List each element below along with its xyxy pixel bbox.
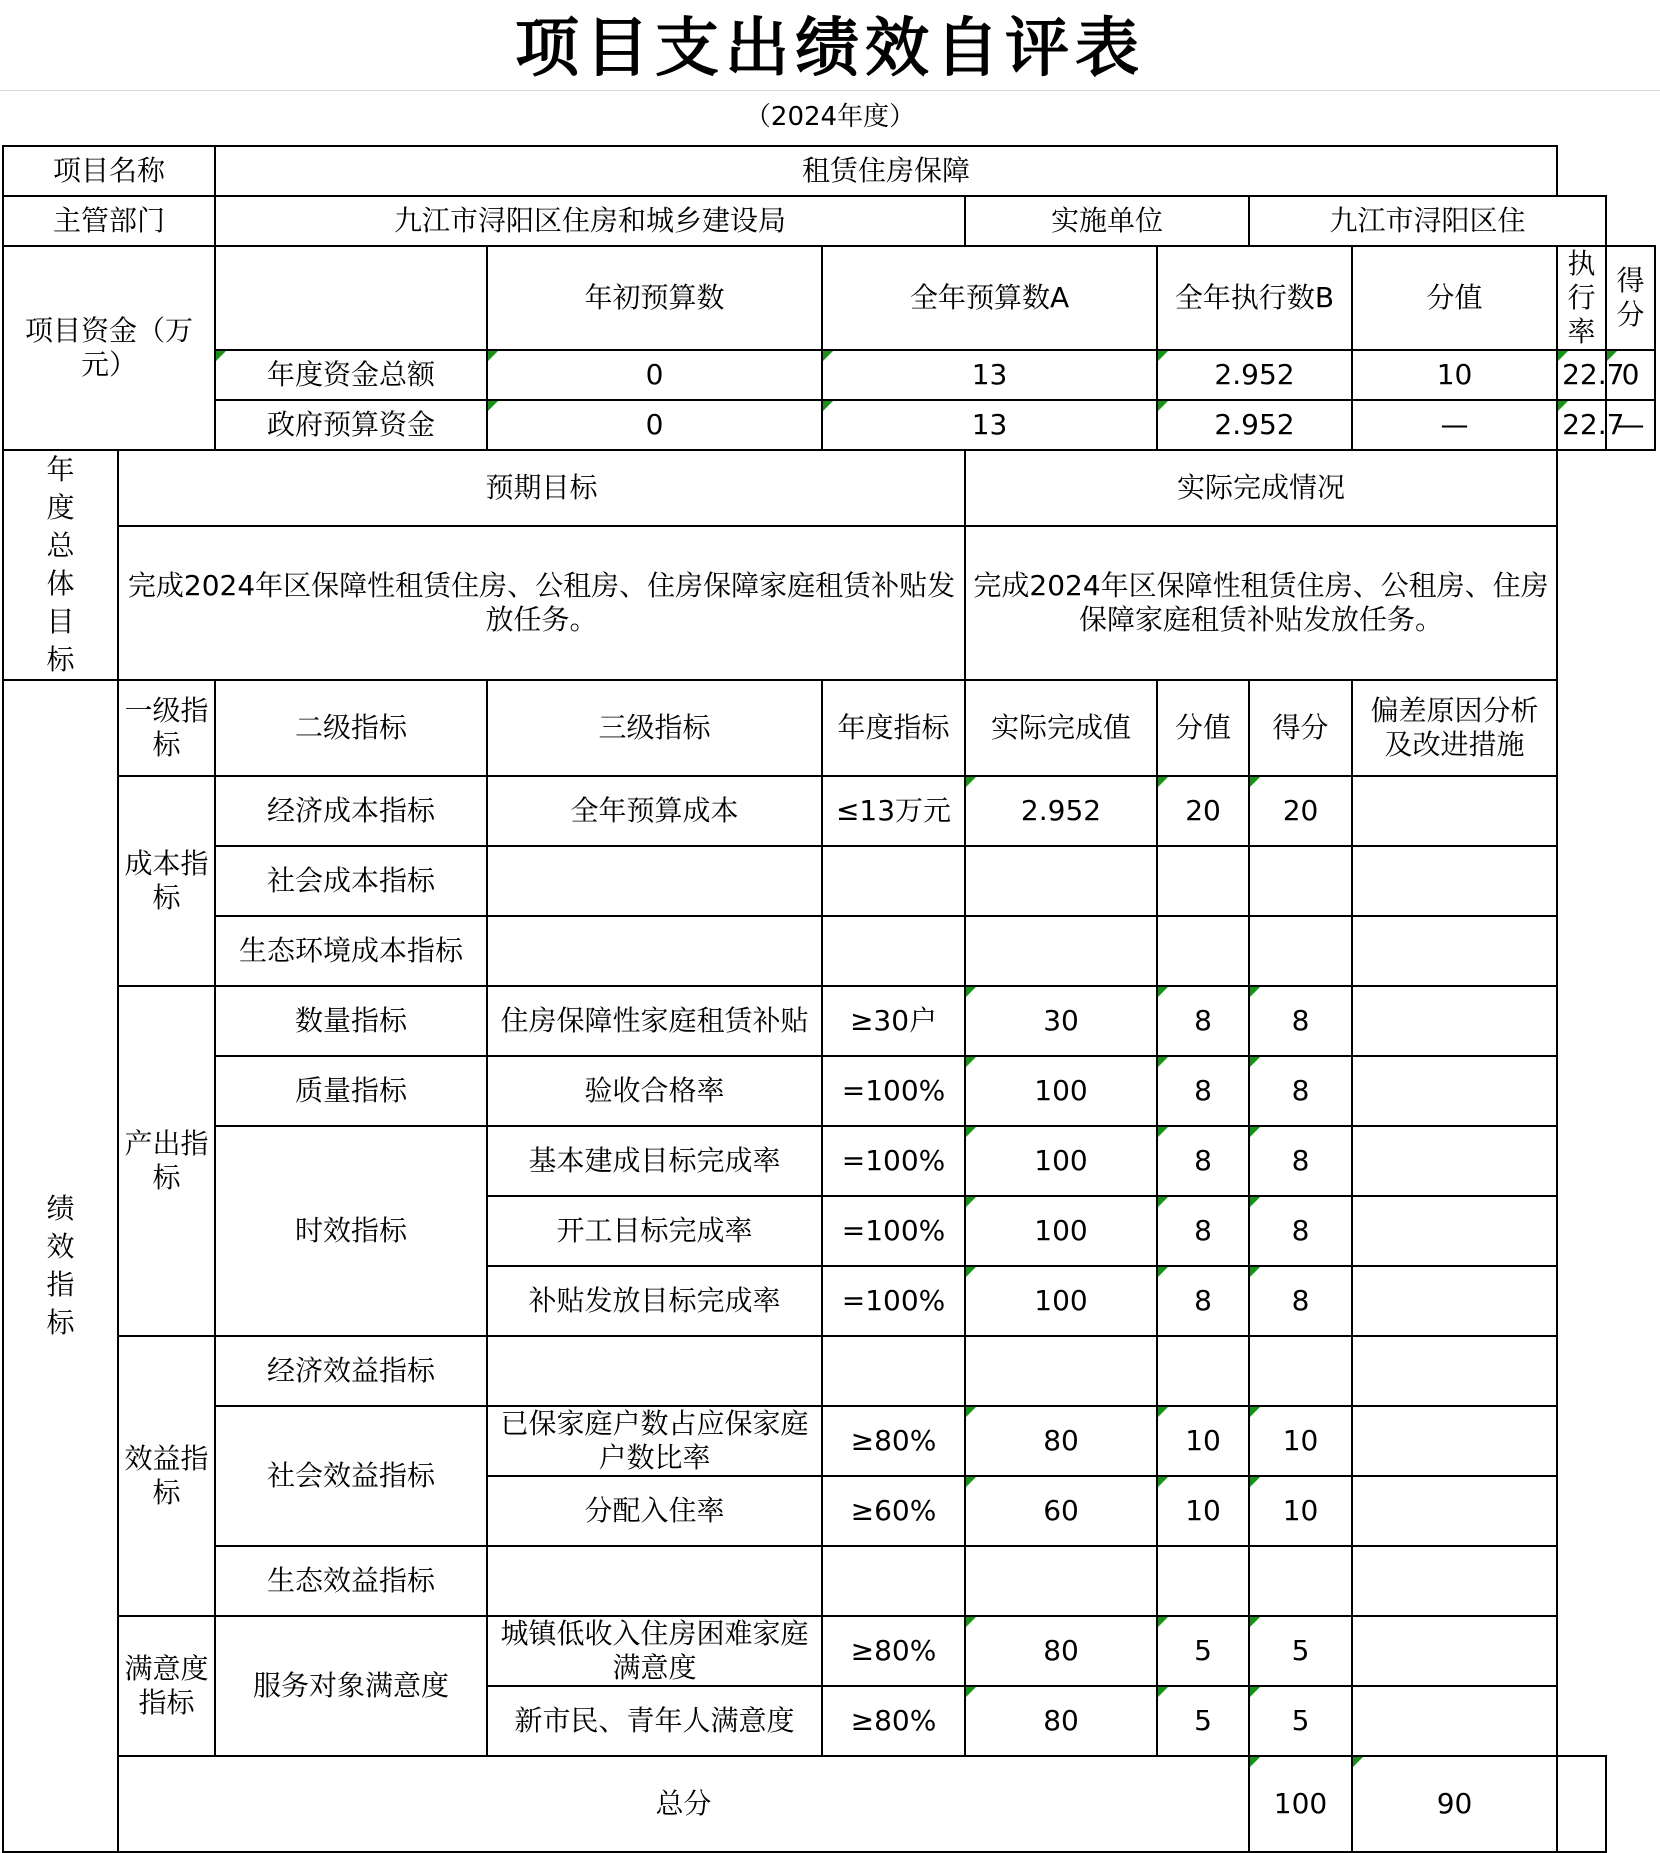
annual-target: ≥30户 [822, 986, 965, 1056]
deviation-note [1352, 1406, 1557, 1476]
score-value [1157, 846, 1249, 916]
grid-line [0, 90, 1660, 91]
page-title: 项目支出绩效自评表 [515, 11, 1145, 86]
score-value: 5 [1157, 1616, 1249, 1686]
project-name: 租赁住房保障 [215, 146, 1557, 196]
funds-rate: 22.7 [1557, 350, 1606, 400]
sub-indicator: 数量指标 [215, 986, 487, 1056]
score: 8 [1249, 1196, 1352, 1266]
sub-indicator: 生态环境成本指标 [215, 916, 487, 986]
deviation-note [1352, 1616, 1557, 1686]
score: 10 [1249, 1406, 1352, 1476]
annual-target: =100% [822, 1266, 965, 1336]
score-value: 8 [1157, 1056, 1249, 1126]
header-level2: 二级指标 [215, 680, 487, 776]
sub-indicator: 时效指标 [215, 1126, 487, 1336]
item-indicator: 补贴发放目标完成率 [487, 1266, 822, 1336]
funds-header-executed: 全年执行数B [1157, 246, 1352, 350]
score-value [1157, 1546, 1249, 1616]
sub-indicator: 经济效益指标 [215, 1336, 487, 1406]
deviation-note [1352, 986, 1557, 1056]
funds-budget: 13 [822, 400, 1157, 450]
score-value: 8 [1157, 1266, 1249, 1336]
funds-header-budget: 全年预算数A [822, 246, 1157, 350]
deviation-note [1352, 1266, 1557, 1336]
item-indicator [487, 1546, 822, 1616]
item-indicator: 住房保障性家庭租赁补贴 [487, 986, 822, 1056]
actual-value: 100 [965, 1196, 1157, 1266]
funds-header-initial: 年初预算数 [487, 246, 822, 350]
funds-row-name: 年度资金总额 [215, 350, 487, 400]
actual-value: 80 [965, 1616, 1157, 1686]
funds-initial: 0 [487, 400, 822, 450]
score-value: 5 [1157, 1686, 1249, 1756]
score [1249, 1336, 1352, 1406]
expected-goal-text: 完成2024年区保障性租赁住房、公租房、住房保障家庭租赁补贴发放任务。 [118, 526, 965, 680]
annual-target: =100% [822, 1056, 965, 1126]
score-value: 8 [1157, 1126, 1249, 1196]
category-benefit: 效益指标 [118, 1336, 215, 1616]
score-value: 10 [1157, 1476, 1249, 1546]
deviation-note [1352, 1476, 1557, 1546]
deviation-note [1352, 1546, 1557, 1616]
header-score: 得分 [1249, 680, 1352, 776]
actual-value: 30 [965, 986, 1157, 1056]
funds-score: — [1606, 400, 1655, 450]
annual-target: =100% [822, 1196, 965, 1266]
item-indicator: 基本建成目标完成率 [487, 1126, 822, 1196]
header-deviation-analysis: 偏差原因分析及改进措施 [1352, 680, 1557, 776]
sub-indicator: 质量指标 [215, 1056, 487, 1126]
actual-goal-text: 完成2024年区保障性租赁住房、公租房、住房保障家庭租赁补贴发放任务。 [965, 526, 1557, 680]
indicators-label: 绩效指标 [3, 680, 118, 1852]
actual-value: 60 [965, 1476, 1157, 1546]
header-actual-value: 实际完成值 [965, 680, 1157, 776]
funds-rate: 22.7 [1557, 400, 1606, 450]
funds-header-blank [215, 246, 487, 350]
actual-value: 100 [965, 1126, 1157, 1196]
item-indicator [487, 1336, 822, 1406]
actual-goal-label: 实际完成情况 [965, 450, 1557, 526]
item-indicator: 开工目标完成率 [487, 1196, 822, 1266]
item-indicator: 城镇低收入住房困难家庭满意度 [487, 1616, 822, 1686]
category-cost: 成本指标 [118, 776, 215, 986]
score-value: 20 [1157, 776, 1249, 846]
actual-value [965, 1336, 1157, 1406]
score: 5 [1249, 1616, 1352, 1686]
funds-budget: 13 [822, 350, 1157, 400]
score-value [1157, 916, 1249, 986]
actual-value [965, 1546, 1157, 1616]
item-indicator: 全年预算成本 [487, 776, 822, 846]
expected-goal-label: 预期目标 [118, 450, 965, 526]
sub-indicator: 社会效益指标 [215, 1406, 487, 1546]
dept-label: 主管部门 [3, 196, 215, 246]
score-value: 10 [1157, 1406, 1249, 1476]
category-output: 产出指标 [118, 986, 215, 1336]
annual-target: =100% [822, 1126, 965, 1196]
funds-score: 0 [1606, 350, 1655, 400]
funds-initial: 0 [487, 350, 822, 400]
score [1249, 846, 1352, 916]
deviation-note [1352, 916, 1557, 986]
actual-value: 100 [965, 1056, 1157, 1126]
score-value: 8 [1157, 1196, 1249, 1266]
actual-value [965, 846, 1157, 916]
actual-value [965, 916, 1157, 986]
score: 8 [1249, 1126, 1352, 1196]
annual-target: ≥60% [822, 1476, 965, 1546]
project-name-label: 项目名称 [3, 146, 215, 196]
score [1249, 1546, 1352, 1616]
deviation-note [1352, 1126, 1557, 1196]
funds-header-score: 得分 [1606, 246, 1655, 350]
funds-header-score-value: 分值 [1352, 246, 1557, 350]
deviation-note [1352, 776, 1557, 846]
funds-row-name: 政府预算资金 [215, 400, 487, 450]
funds-score-value: — [1352, 400, 1557, 450]
annual-target: ≥80% [822, 1686, 965, 1756]
total-score-value: 100 [1249, 1756, 1352, 1852]
annual-target: ≥80% [822, 1616, 965, 1686]
item-indicator [487, 916, 822, 986]
annual-target [822, 846, 965, 916]
item-indicator: 分配入住率 [487, 1476, 822, 1546]
header-annual-target: 年度指标 [822, 680, 965, 776]
sub-indicator: 经济成本指标 [215, 776, 487, 846]
score-value [1157, 1336, 1249, 1406]
item-indicator: 已保家庭户数占应保家庭户数比率 [487, 1406, 822, 1476]
annual-target [822, 916, 965, 986]
annual-target: ≥80% [822, 1406, 965, 1476]
header-level1: 一级指标 [118, 680, 215, 776]
funds-executed: 2.952 [1157, 350, 1352, 400]
page-subtitle: （2024年度） [744, 102, 916, 132]
score: 8 [1249, 1056, 1352, 1126]
actual-value: 2.952 [965, 776, 1157, 846]
score [1249, 916, 1352, 986]
deviation-note [1352, 846, 1557, 916]
funds-executed: 2.952 [1157, 400, 1352, 450]
impl-unit-label: 实施单位 [965, 196, 1249, 246]
performance-table [2, 145, 1656, 1853]
actual-value: 80 [965, 1686, 1157, 1756]
impl-unit-value: 九江市浔阳区住 [1249, 196, 1606, 246]
total-label: 总分 [118, 1756, 1249, 1852]
header-level3: 三级指标 [487, 680, 822, 776]
score: 20 [1249, 776, 1352, 846]
header-score-value: 分值 [1157, 680, 1249, 776]
annual-target: ≤13万元 [822, 776, 965, 846]
deviation-note [1352, 1336, 1557, 1406]
annual-target [822, 1546, 965, 1616]
deviation-note [1352, 1056, 1557, 1126]
score: 8 [1249, 1266, 1352, 1336]
annual-target [822, 1336, 965, 1406]
actual-value: 80 [965, 1406, 1157, 1476]
deviation-note [1352, 1196, 1557, 1266]
item-indicator [487, 846, 822, 916]
funds-header-rate: 执行率 [1557, 246, 1606, 350]
score: 10 [1249, 1476, 1352, 1546]
funds-label: 项目资金（万元） [3, 246, 215, 450]
actual-value: 100 [965, 1266, 1157, 1336]
total-score: 90 [1352, 1756, 1557, 1852]
sub-indicator: 社会成本指标 [215, 846, 487, 916]
annual-goal-label: 年度总体目标 [3, 450, 118, 680]
sub-indicator: 生态效益指标 [215, 1546, 487, 1616]
item-indicator: 验收合格率 [487, 1056, 822, 1126]
score: 5 [1249, 1686, 1352, 1756]
score: 8 [1249, 986, 1352, 1056]
dept-value: 九江市浔阳区住房和城乡建设局 [215, 196, 965, 246]
total-note [1557, 1756, 1606, 1852]
score-value: 8 [1157, 986, 1249, 1056]
sub-indicator: 服务对象满意度 [215, 1616, 487, 1756]
category-satisfaction: 满意度指标 [118, 1616, 215, 1756]
deviation-note [1352, 1686, 1557, 1756]
item-indicator: 新市民、青年人满意度 [487, 1686, 822, 1756]
funds-score-value: 10 [1352, 350, 1557, 400]
